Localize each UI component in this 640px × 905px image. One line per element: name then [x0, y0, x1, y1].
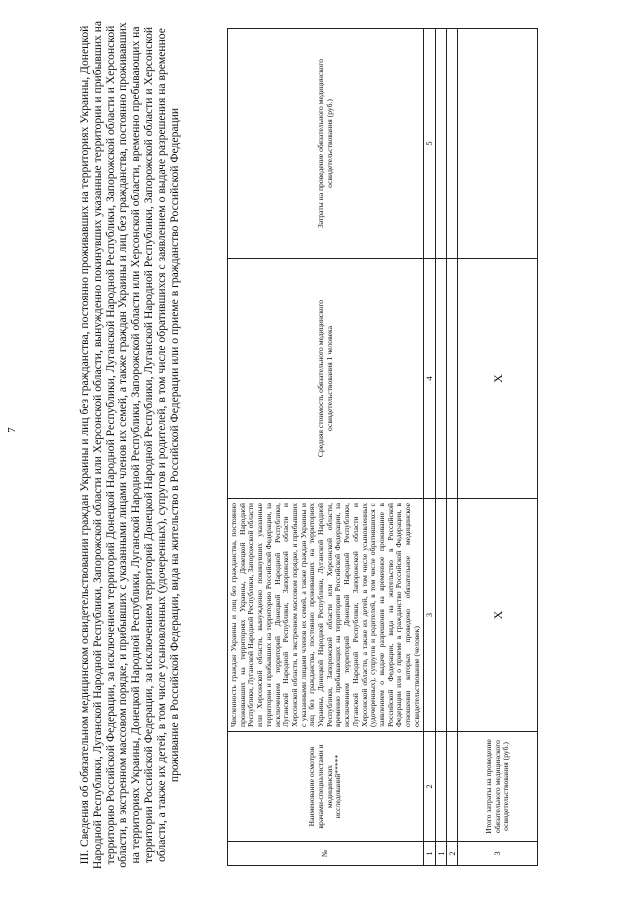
section-heading: III. Сведения об обязательном медицинском освидетельствовании граждан Украины и лиц без гражданства, постоянно проживавших на территориях Украины, Донецкой Народной Республики, Луганской Народной Республики, Запорожской области или Херсонской области, вынужденно покинувших указанные территории и прибывших на территорию Российской Федерации, за исключением территорий Донецкой Народной Республики, Луганской Народной Республики, Запорожской области и Херсонской области, в экстренном массовом порядке, и прибывших с указанными лицами членов их семей, а также граждан Украины и лиц без гражданства, постоянно проживавших на территориях Украины, Донецкой Народной Республики, Луганской Народной Республики, Запорожской области или Херсонской области, временно пребывающих на территории Российской Федерации, за исключением территорий Донецкой Народной Республики, Луганской Народной Республики, Запорожской области и Херсонской области, а также их детей, в том числе усыновленных (удочеренных), супругов и родителей, в том числе обратившихся с заявлением о выдаче разрешения на временное проживание в Российской Федерации, вида на жительство в Российской Федерации или о приеме в гражданство Российской Федерации — [78, 20, 181, 870]
total-count-x: X — [458, 499, 538, 732]
total-label: Итого затраты на проведение обязательного медицинского освидетельствования (руб.) — [458, 732, 538, 842]
total-cost-value — [458, 29, 538, 259]
header-average-cost: Средняя стоимость обязательного медицинского освидетельствования 1 человека — [228, 259, 424, 499]
row-exam-name — [447, 732, 458, 842]
table-row — [447, 29, 458, 866]
header-citizen-count: Численность граждан Украины и лиц без гражданства, постоянно проживавших на территориях Украины, Донецкой Народной Республики, Луганской Народной Республики, Запорожской области или Херсонской области, вынужденно покинувших указанные территории и прибывших на территорию Российской Федерации, за исключением территорий Донецкой Народной Республики, Луганской Народной Республики, Запорожской области и Херсонской области, в экстренном массовом порядке, и прибывших с указанными лицами членов их семей, а также граждан Украины и лиц без гражданства, постоянно проживавших на территориях Украины, Донецкой Народной Республики, Луганской Народной Республики, Запорожской области или Херсонской области, временно пребывающих на территории Российской Федерации, за исключением территорий Донецкой Народной Республики, Луганской Народной Республики, Запорожской области и Херсонской области, а также их детей, в том числе усыновленных (удочеренных), супругов и родителей, в том числе обратившихся с заявлением о выдаче разрешения на временное проживание в Российской Федерации, вида на жительство в Российской Федерации или о приеме в гражданство Российской Федерации, в отношении которых проведено обязательное медицинское освидетельствование (человек) — [228, 499, 424, 732]
survey-table — [227, 28, 538, 866]
rotated-page — [5, 5, 625, 890]
row-average-cost — [447, 259, 458, 499]
row-total-cost — [447, 29, 458, 259]
row-citizen-count — [436, 499, 447, 732]
row-average-cost — [436, 259, 447, 499]
number-cell: 2 — [424, 732, 436, 842]
row-citizen-count — [447, 499, 458, 732]
row-number: 1 — [436, 842, 447, 866]
row-number: 3 — [458, 842, 538, 866]
number-cell: 1 — [424, 842, 436, 866]
page-number: 7 — [6, 427, 18, 433]
row-exam-name — [436, 732, 447, 842]
row-total-cost — [436, 29, 447, 259]
number-cell: 4 — [424, 259, 436, 499]
number-cell: 3 — [424, 499, 436, 732]
number-cell: 5 — [424, 29, 436, 259]
header-total-cost: Затраты на проведение обязательного медицинского освидетельствования (руб.) — [228, 29, 424, 259]
table-total-row — [458, 29, 538, 866]
total-average-x: X — [458, 259, 538, 499]
header-exam-name: Наименование осмотров врачами-специалистами и медицинских исследований***** — [228, 732, 424, 842]
header-no: № — [228, 842, 424, 866]
table-header-row — [228, 29, 424, 866]
row-number: 2 — [447, 842, 458, 866]
table-row — [436, 29, 447, 866]
table-numbering-row — [424, 29, 436, 866]
